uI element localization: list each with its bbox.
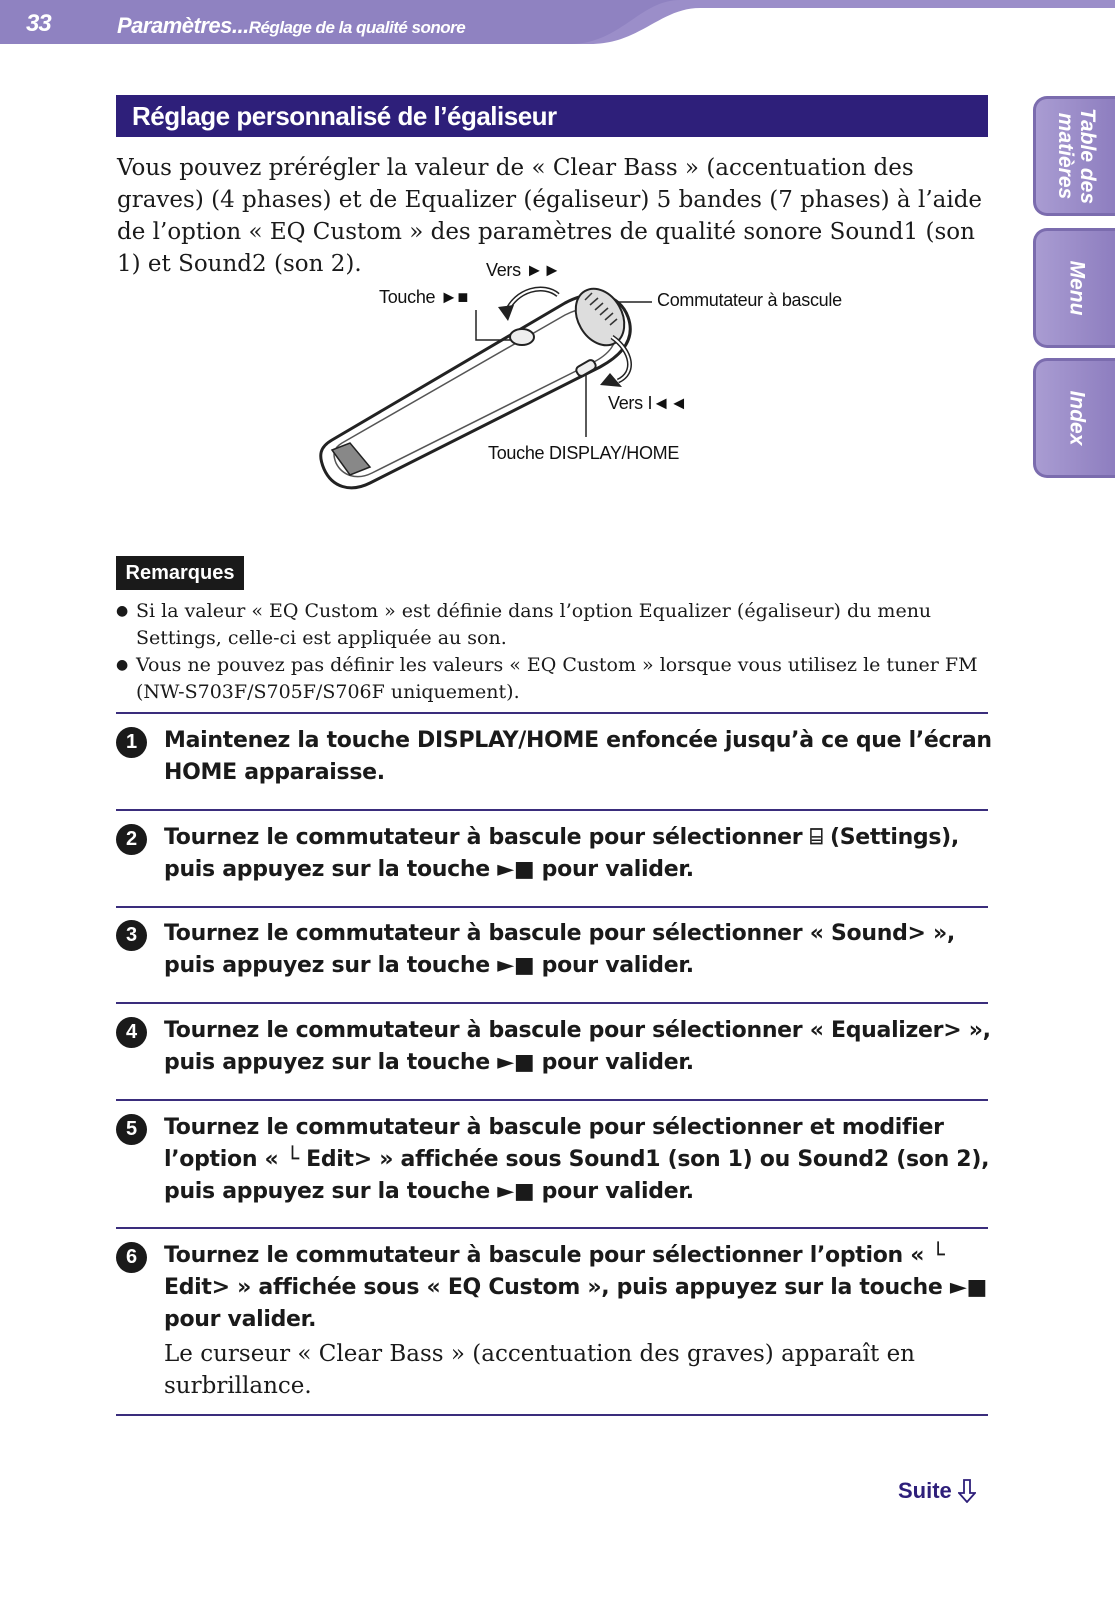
label-touche-display: Touche DISPLAY/HOME	[488, 443, 680, 463]
tab-table-des-matieres[interactable]	[1033, 96, 1115, 216]
step-divider	[116, 712, 988, 714]
breadcrumb-main[interactable]: Paramètres...	[117, 13, 249, 38]
tab-label: Table des matières	[1054, 107, 1100, 205]
suite-link[interactable]	[898, 1478, 976, 1504]
step-divider	[116, 906, 988, 908]
intro-paragraph: Vous pouvez prérégler la valeur de « Clear Bass » (accentuation des graves) (4 phases) et de Equalizer (égaliseur) 5 bandes (7 phases) à l’aide de l’option « EQ Custom » des paramètres de qualité sonore Sound1 (son 1) et Sound2 (son 2).	[117, 155, 983, 277]
step-number: 3	[116, 920, 147, 951]
step-text: Maintenez la touche DISPLAY/HOME enfoncée jusqu’à ce que l’écran HOME apparaisse.	[164, 728, 992, 785]
step-text: Tournez le commutateur à bascule pour sélectionner l’option « └ Edit> » affichée sous « EQ Custom », puis appuyez sur la touche ►■ pour valider.	[164, 1243, 987, 1332]
label-touche-play: Touche ►■	[379, 287, 469, 307]
step-number: 6	[116, 1242, 147, 1273]
step-divider	[116, 1002, 988, 1004]
arrow-down-icon	[958, 1479, 976, 1503]
step-divider	[116, 1099, 988, 1101]
page-header	[0, 0, 1115, 46]
label-vers-prev: Vers I◄◄	[608, 393, 688, 413]
remarks-badge: Remarques	[116, 556, 244, 590]
breadcrumb-sub: Réglage de la qualité sonore	[248, 18, 466, 37]
step-number: 2	[116, 824, 147, 855]
list-item: ● Vous ne pouvez pas définir les valeurs « EQ Custom » lorsque vous utilisez le tuner FM (NW-S703F/S705F/S706F uniquement).	[116, 652, 996, 706]
breadcrumb	[117, 13, 465, 39]
remarks-list	[116, 598, 996, 706]
list-item: ● Si la valeur « EQ Custom » est définie dans l’option Equalizer (égaliseur) du menu Settings, celle-ci est appliquée au son.	[116, 598, 996, 652]
section-title-bar	[116, 95, 988, 137]
label-commutateur: Commutateur à bascule	[657, 290, 842, 310]
step-number: 4	[116, 1017, 147, 1048]
tab-menu[interactable]	[1033, 228, 1115, 348]
step-divider	[116, 1227, 988, 1229]
page-number: 33	[26, 10, 51, 37]
step-text: Tournez le commutateur à bascule pour sélectionner ⌸ (Settings), puis appuyez sur la touche ►■ pour valider.	[164, 825, 959, 882]
step-text: Tournez le commutateur à bascule pour sélectionner « Sound> », puis appuyez sur la touche ►■ pour valider.	[164, 921, 955, 978]
step-text: Tournez le commutateur à bascule pour sélectionner « Equalizer> », puis appuyez sur la touche ►■ pour valider.	[164, 1018, 991, 1075]
step-description: Le curseur « Clear Bass » (accentuation des graves) apparaît en surbrillance.	[164, 1341, 915, 1399]
suite-label: Suite	[898, 1478, 952, 1503]
step-divider	[116, 809, 988, 811]
tab-index[interactable]	[1033, 358, 1115, 478]
step-divider	[116, 1414, 988, 1416]
tab-label: Menu	[1065, 260, 1089, 316]
step-text: Tournez le commutateur à bascule pour sélectionner et modifier l’option « └ Edit> » affichée sous Sound1 (son 1) ou Sound2 (son 2), puis appuyez sur la touche ►■ pour valider.	[164, 1115, 990, 1204]
device-diagram	[310, 255, 870, 505]
page-title: Réglage personnalisé de l’égaliseur	[132, 101, 557, 131]
label-vers-next: Vers ►►	[486, 260, 561, 280]
step-number: 5	[116, 1114, 147, 1145]
tab-label: Index	[1065, 390, 1089, 446]
step-number: 1	[116, 727, 147, 758]
